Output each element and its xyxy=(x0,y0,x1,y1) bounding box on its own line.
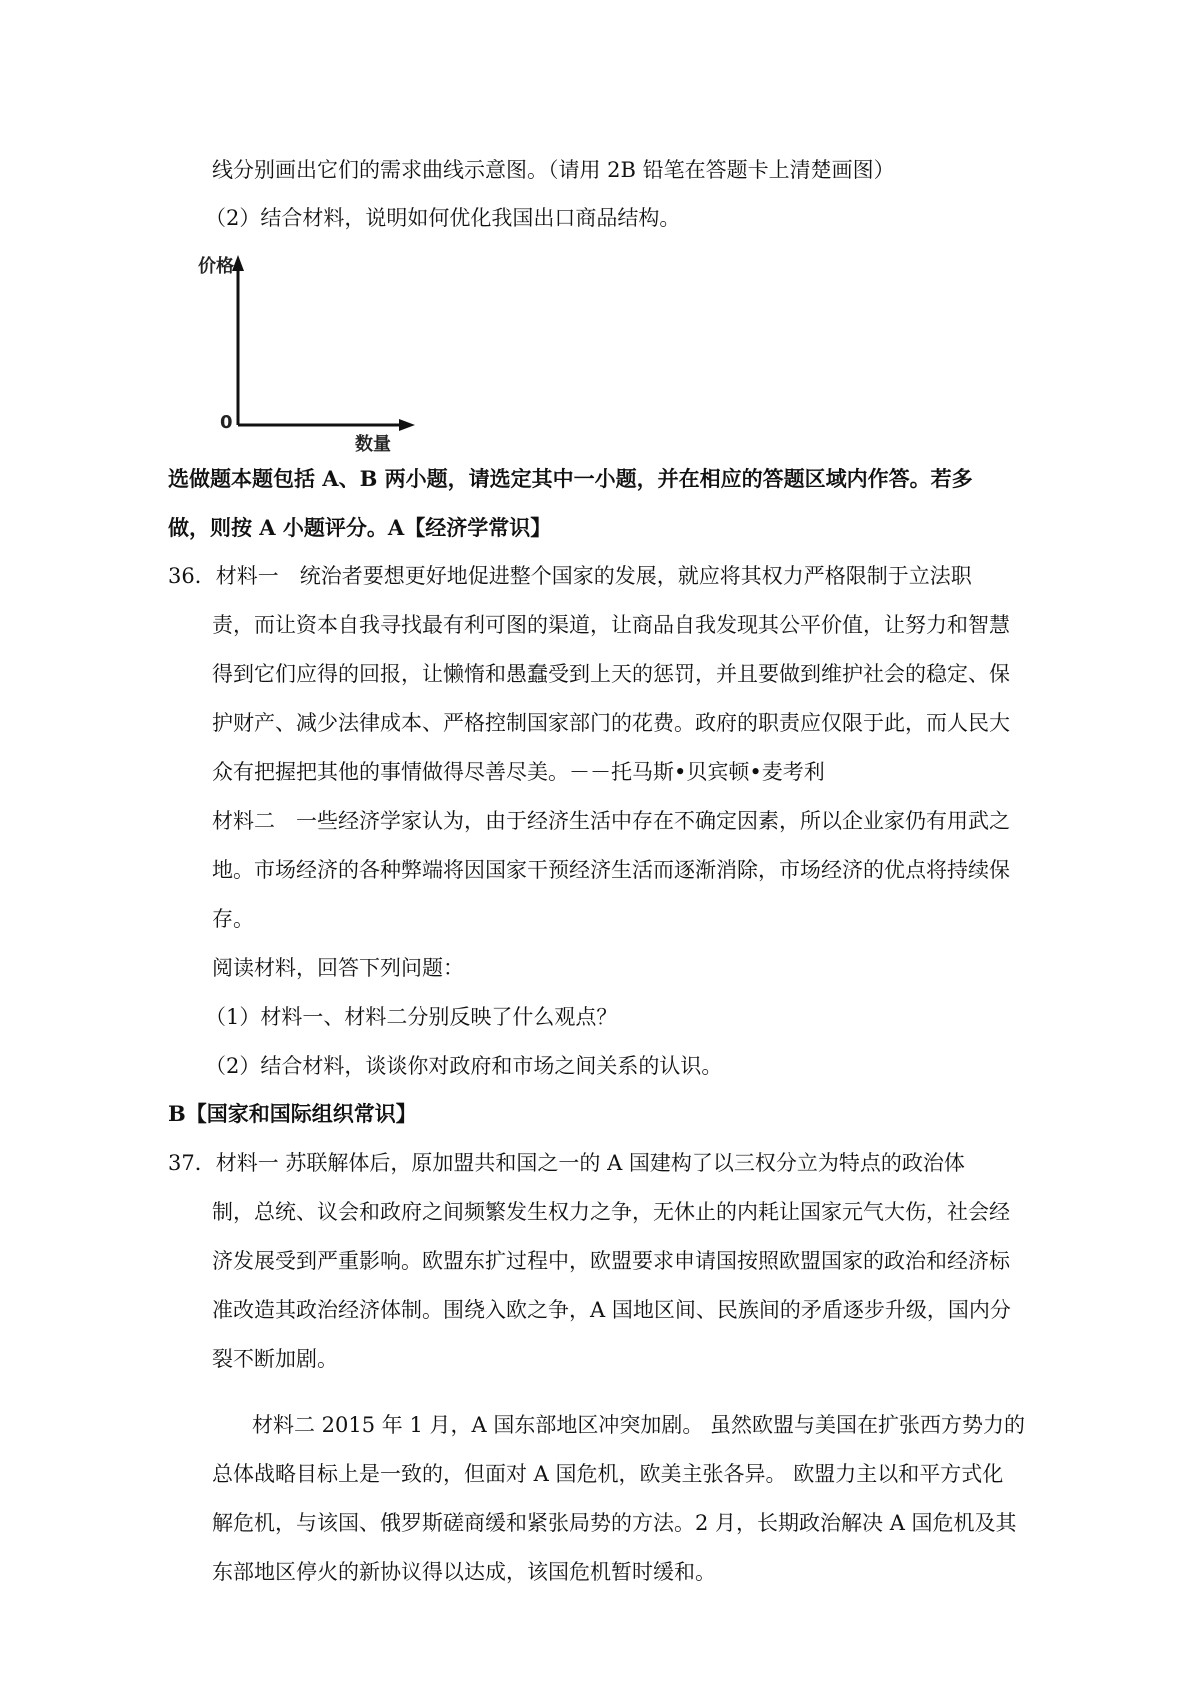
q35-line-continuation: 线分别画出它们的需求曲线示意图。（请用 2B 铅笔在答题卡上清楚画图） xyxy=(212,158,895,182)
q37-material2-line-1: 材料二 2015 年 1 月，A 国东部地区冲突加剧。 虽然欧盟与美国在扩张西方势力的 xyxy=(252,1413,1026,1437)
q36-material2-line-2: 地。市场经济的各种弊端将因国家干预经济生活而逐渐消除，市场经济的优点将持续保 xyxy=(212,858,1010,882)
q36-prompt: 阅读材料，回答下列问题： xyxy=(212,956,464,980)
graph-axes xyxy=(210,255,420,455)
q37-material1-line-2: 制，总统、议会和政府之间频繁发生权力之争，无休止的内耗让国家元气大伤，社会经 xyxy=(212,1200,1010,1224)
q37-material1-line-3: 济发展受到严重影响。欧盟东扩过程中，欧盟要求申请国按照欧盟国家的政治和经济标 xyxy=(212,1249,1010,1273)
q37-material2-line-2: 总体战略目标上是一致的，但面对 A 国危机，欧美主张各异。 欧盟力主以和平方式化 xyxy=(212,1462,1004,1486)
q37-material2-line-3: 解危机，与该国、俄罗斯磋商缓和紧张局势的方法。2 月，长期政治解决 A 国危机及其 xyxy=(212,1511,1017,1535)
q36-material1-line-1: 36．材料一 统治者要想更好地促进整个国家的发展，就应将其权力严格限制于立法职 xyxy=(168,564,972,588)
demand-curve-blank-graph xyxy=(198,255,420,455)
x-axis-label: 数量 xyxy=(355,434,391,455)
q36-material2-line-1: 材料二 一些经济学家认为，由于经济生活中存在不确定因素，所以企业家仍有用武之 xyxy=(212,809,1010,833)
q36-material1-line-4: 护财产、减少法律成本、严格控制国家部门的花费。政府的职责应仅限于此，而人民大 xyxy=(212,711,1010,735)
q37-material1-line-4: 准改造其政治经济体制。围绕入欧之争，A 国地区间、民族间的矛盾逐步升级，国内分 xyxy=(212,1298,1011,1322)
section-b-heading: B【国家和国际组织常识】 xyxy=(168,1101,417,1126)
q36-sub-question-1: （1）材料一、材料二分别反映了什么观点？ xyxy=(205,1005,618,1029)
q36-sub-question-2: （2）结合材料，谈谈你对政府和市场之间关系的认识。 xyxy=(205,1054,723,1078)
y-axis-label: 价格 xyxy=(198,256,234,277)
q36-material1-line-2: 责，而让资本自我寻找最有利可图的渠道，让商品自我发现其公平价值，让努力和智慧 xyxy=(212,613,1010,637)
elective-instruction-line-2: 做，则按 A 小题评分。A【经济学常识】 xyxy=(168,515,552,540)
x-axis-arrow-icon xyxy=(399,419,415,431)
q37-material2-line-4: 东部地区停火的新协议得以达成，该国危机暂时缓和。 xyxy=(212,1560,716,1584)
q36-material1-line-3: 得到它们应得的回报，让懒惰和愚蠢受到上天的惩罚，并且要做到维护社会的稳定、保 xyxy=(212,662,1010,686)
q37-material1-line-1: 37．材料一 苏联解体后，原加盟共和国之一的 A 国建构了以三权分立为特点的政治体 xyxy=(168,1151,965,1175)
origin-label: 0 xyxy=(220,412,233,433)
q37-material1-line-5: 裂不断加剧。 xyxy=(212,1347,338,1371)
q36-material1-line-5: 众有把握把其他的事情做得尽善尽美。－－托马斯•贝宾顿•麦考利 xyxy=(212,760,825,784)
q36-material2-line-3: 存。 xyxy=(212,907,254,931)
elective-instruction-line-1: 选做题本题包括 A、B 两小题，请选定其中一小题，并在相应的答题区域内作答。若多 xyxy=(168,466,973,491)
q35-sub-question-2: （2）结合材料，说明如何优化我国出口商品结构。 xyxy=(205,206,681,230)
